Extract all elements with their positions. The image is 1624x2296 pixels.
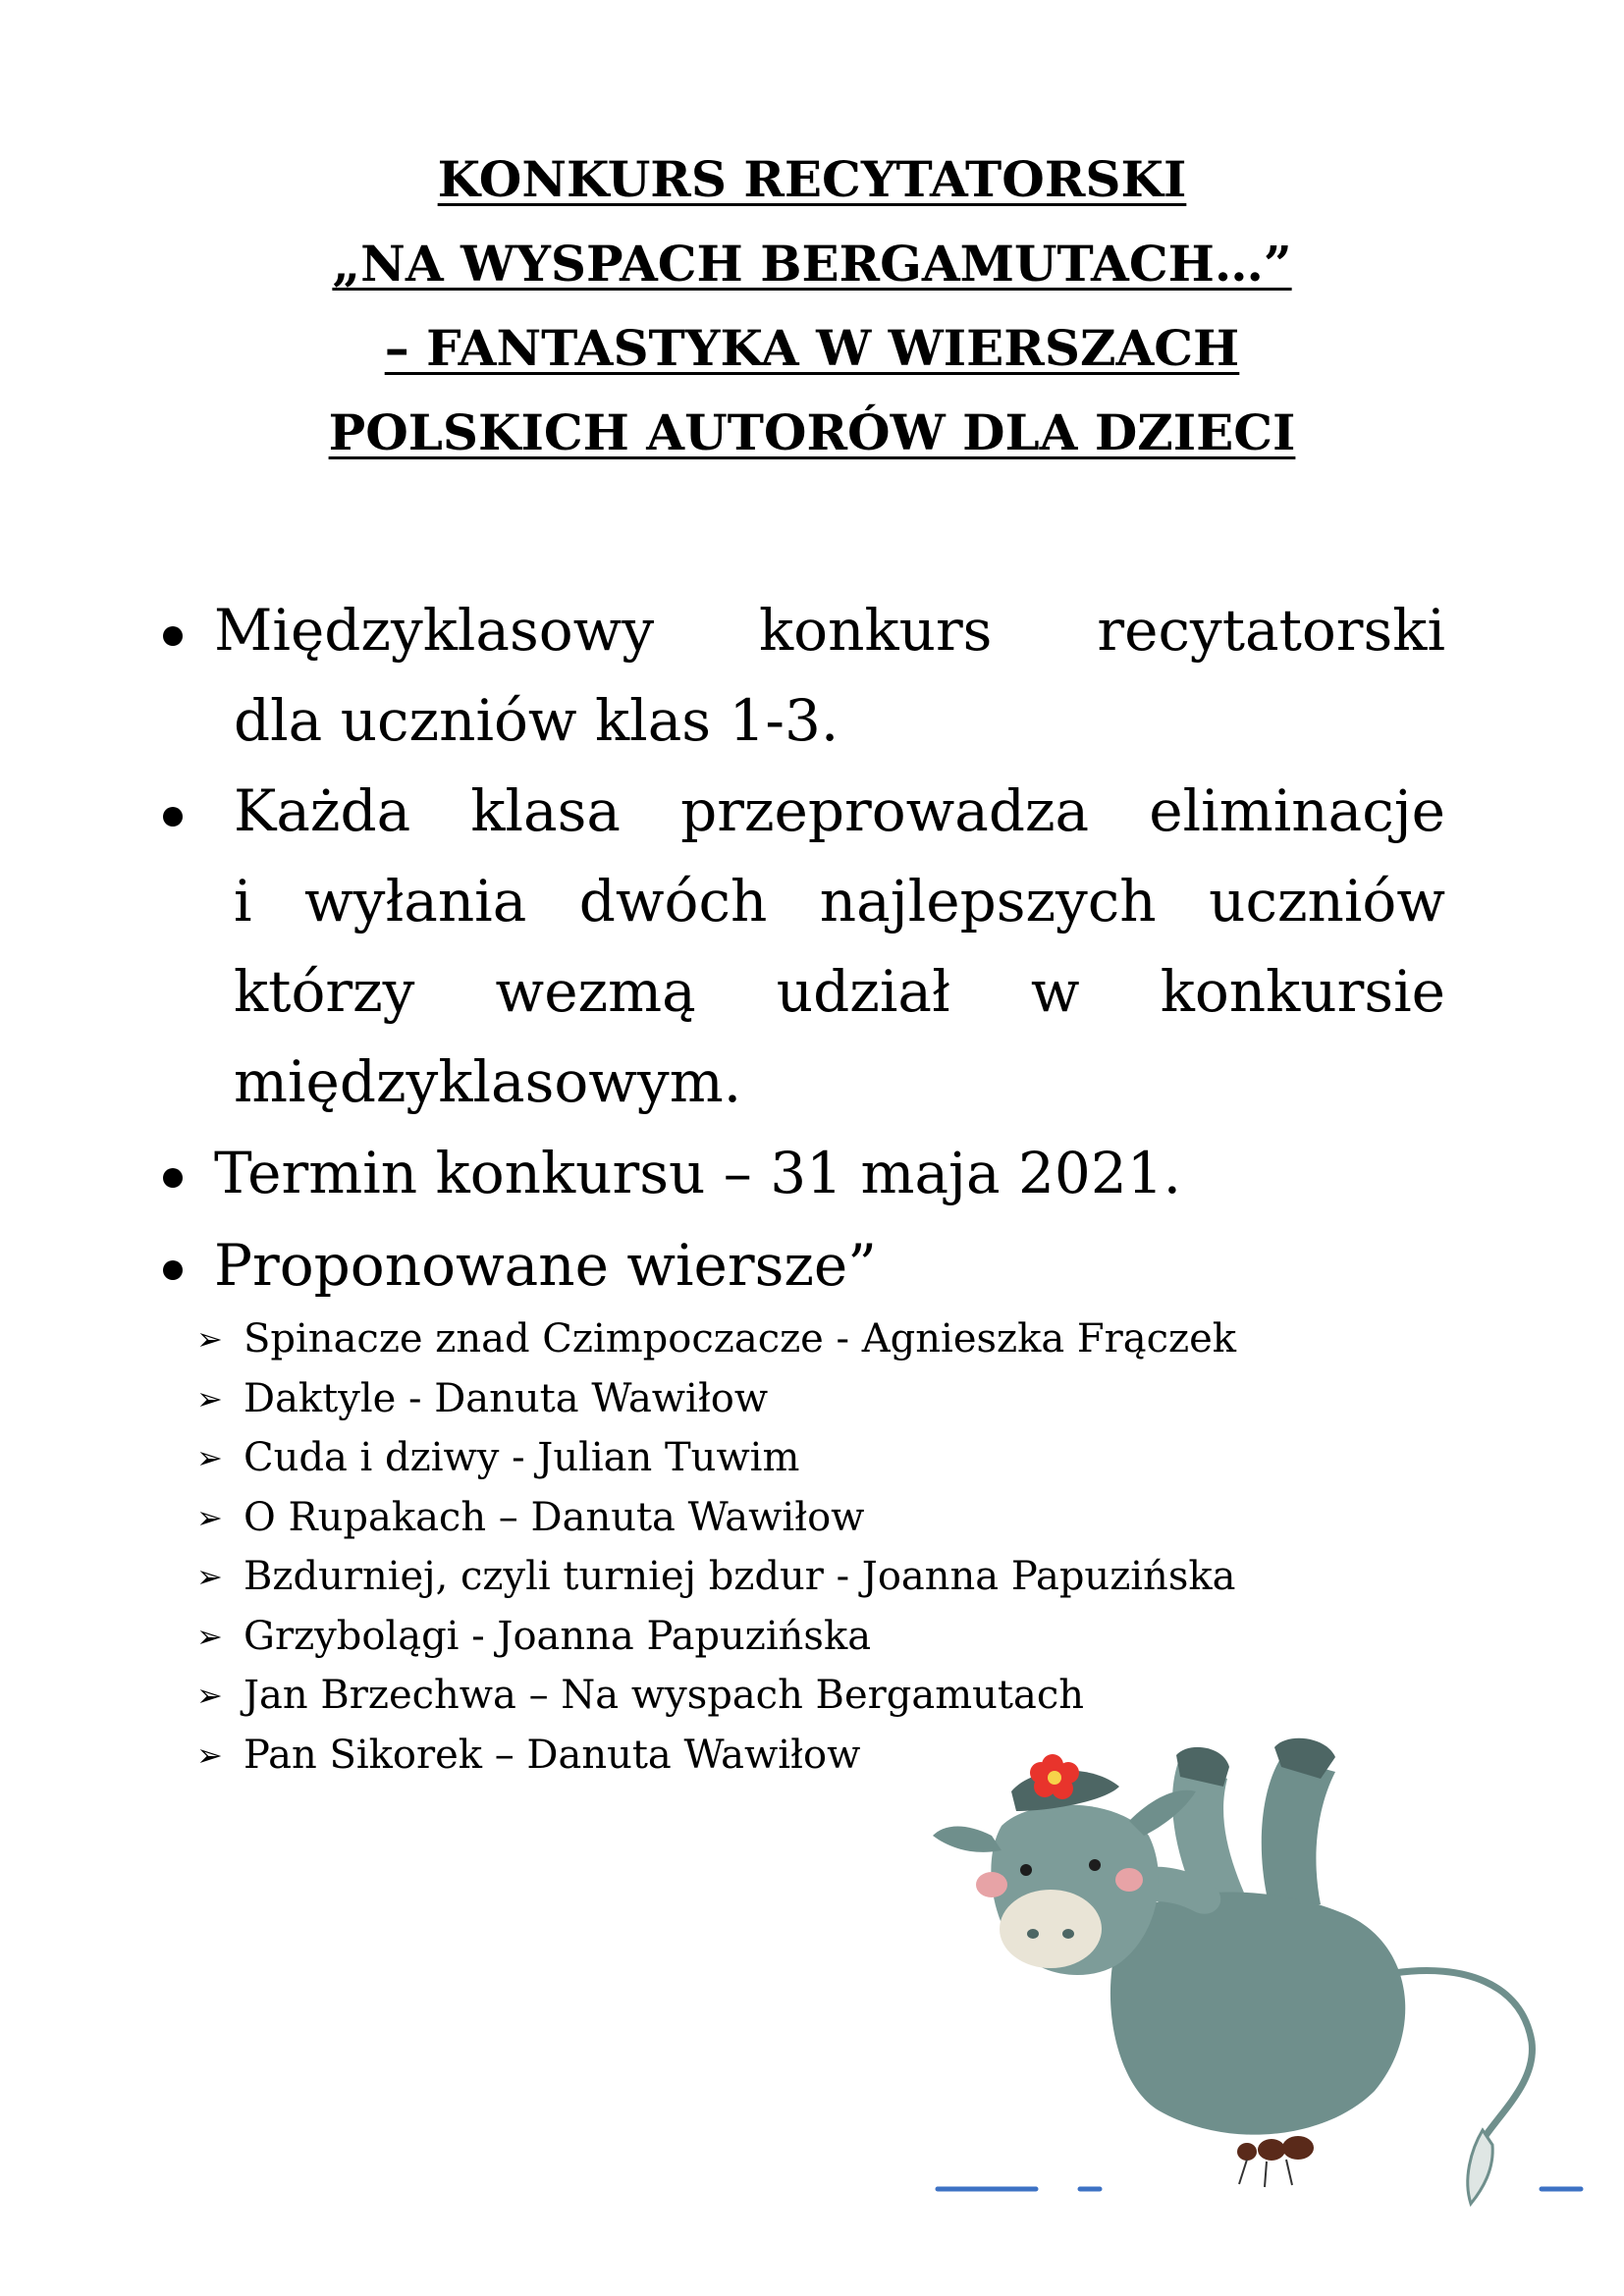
donkey-eye xyxy=(1089,1859,1101,1871)
donkey-ear xyxy=(933,1827,1001,1852)
poem-list xyxy=(196,1309,1473,1785)
bullet-text: międzyklasowym. xyxy=(234,1048,742,1115)
title-line-4: POLSKICH AUTORÓW DLA DZIECI xyxy=(328,403,1296,461)
bullet-dot-icon xyxy=(163,1168,183,1188)
list-item: ➢ Spinacze znad Czimpoczacze - Agnieszka Frączek xyxy=(196,1309,1473,1369)
ant-icon xyxy=(1237,2136,1314,2187)
donkey-nostril xyxy=(1027,1929,1039,1939)
donkey-eye xyxy=(1020,1864,1032,1876)
donkey-body xyxy=(1110,1893,1405,2135)
donkey-tail xyxy=(1394,1971,1532,2140)
title-line-2: „NA WYSPACH BERGAMUTACH…” xyxy=(332,235,1292,293)
bullet-dot-icon xyxy=(163,807,183,827)
list-item: ➢ Grzybolągi - Joanna Papuzińska xyxy=(196,1607,1473,1667)
arrowhead-icon: ➢ xyxy=(196,1320,223,1358)
list-item: ➢ O Rupakach – Danuta Wawiłow xyxy=(196,1488,1473,1548)
donkey-tail-tuft xyxy=(1468,2130,1492,2204)
donkey-cheek xyxy=(1115,1868,1143,1892)
title-line-3: – FANTASTYKA W WIERSZACH xyxy=(384,319,1240,377)
bullet-dot-icon xyxy=(163,626,183,646)
bullet-dot-icon xyxy=(163,1260,183,1280)
bullet-text: którzy wezmą udział w konkursie xyxy=(234,958,1445,1025)
arrowhead-icon: ➢ xyxy=(196,1379,223,1417)
arrowhead-icon: ➢ xyxy=(196,1677,223,1714)
arrowhead-icon: ➢ xyxy=(196,1735,223,1774)
donkey-muzzle xyxy=(1000,1890,1102,1968)
bullet-text: i wyłania dwóch najlepszych uczniów xyxy=(234,868,1445,934)
arrowhead-icon: ➢ xyxy=(196,1558,223,1595)
bullet-text: Międzyklasowy konkurs recytatorski xyxy=(214,597,1445,664)
bullet-text: Termin konkursu – 31 maja 2021. xyxy=(214,1140,1182,1206)
arrowhead-icon: ➢ xyxy=(196,1617,223,1655)
bullet-item-contest xyxy=(155,585,1445,766)
donkey-illustration xyxy=(933,1718,1600,2209)
bullet-text: Proponowane wiersze” xyxy=(214,1232,877,1299)
document-title xyxy=(0,137,1624,475)
bullet-item-poems-heading xyxy=(155,1219,1445,1311)
donkey-cheek xyxy=(976,1872,1007,1897)
arrowhead-icon: ➢ xyxy=(196,1439,223,1476)
bullet-item-eliminations xyxy=(155,766,1445,1127)
bullet-item-date xyxy=(155,1127,1445,1219)
list-item: ➢ Bzdurniej, czyli turniej bzdur - Joanna Papuzińska xyxy=(196,1547,1473,1607)
info-bullets xyxy=(155,585,1445,1311)
flower-icon xyxy=(1030,1754,1079,1799)
list-item: ➢ Jan Brzechwa – Na wyspach Bergamutach xyxy=(196,1666,1473,1726)
list-item: ➢ Cuda i dziwy - Julian Tuwim xyxy=(196,1428,1473,1488)
donkey-leg xyxy=(1262,1757,1335,1914)
bullet-text: dla uczniów klas 1-3. xyxy=(234,687,839,754)
bullet-text: Każda klasa przeprowadza eliminacje xyxy=(234,777,1445,844)
list-item: ➢ Pan Sikorek – Danuta Wawiłow xyxy=(196,1726,1473,1786)
arrowhead-icon: ➢ xyxy=(196,1498,223,1536)
list-item: ➢ Daktyle - Danuta Wawiłow xyxy=(196,1369,1473,1429)
title-line-1: KONKURS RECYTATORSKI xyxy=(437,150,1187,208)
donkey-nostril xyxy=(1062,1929,1074,1939)
